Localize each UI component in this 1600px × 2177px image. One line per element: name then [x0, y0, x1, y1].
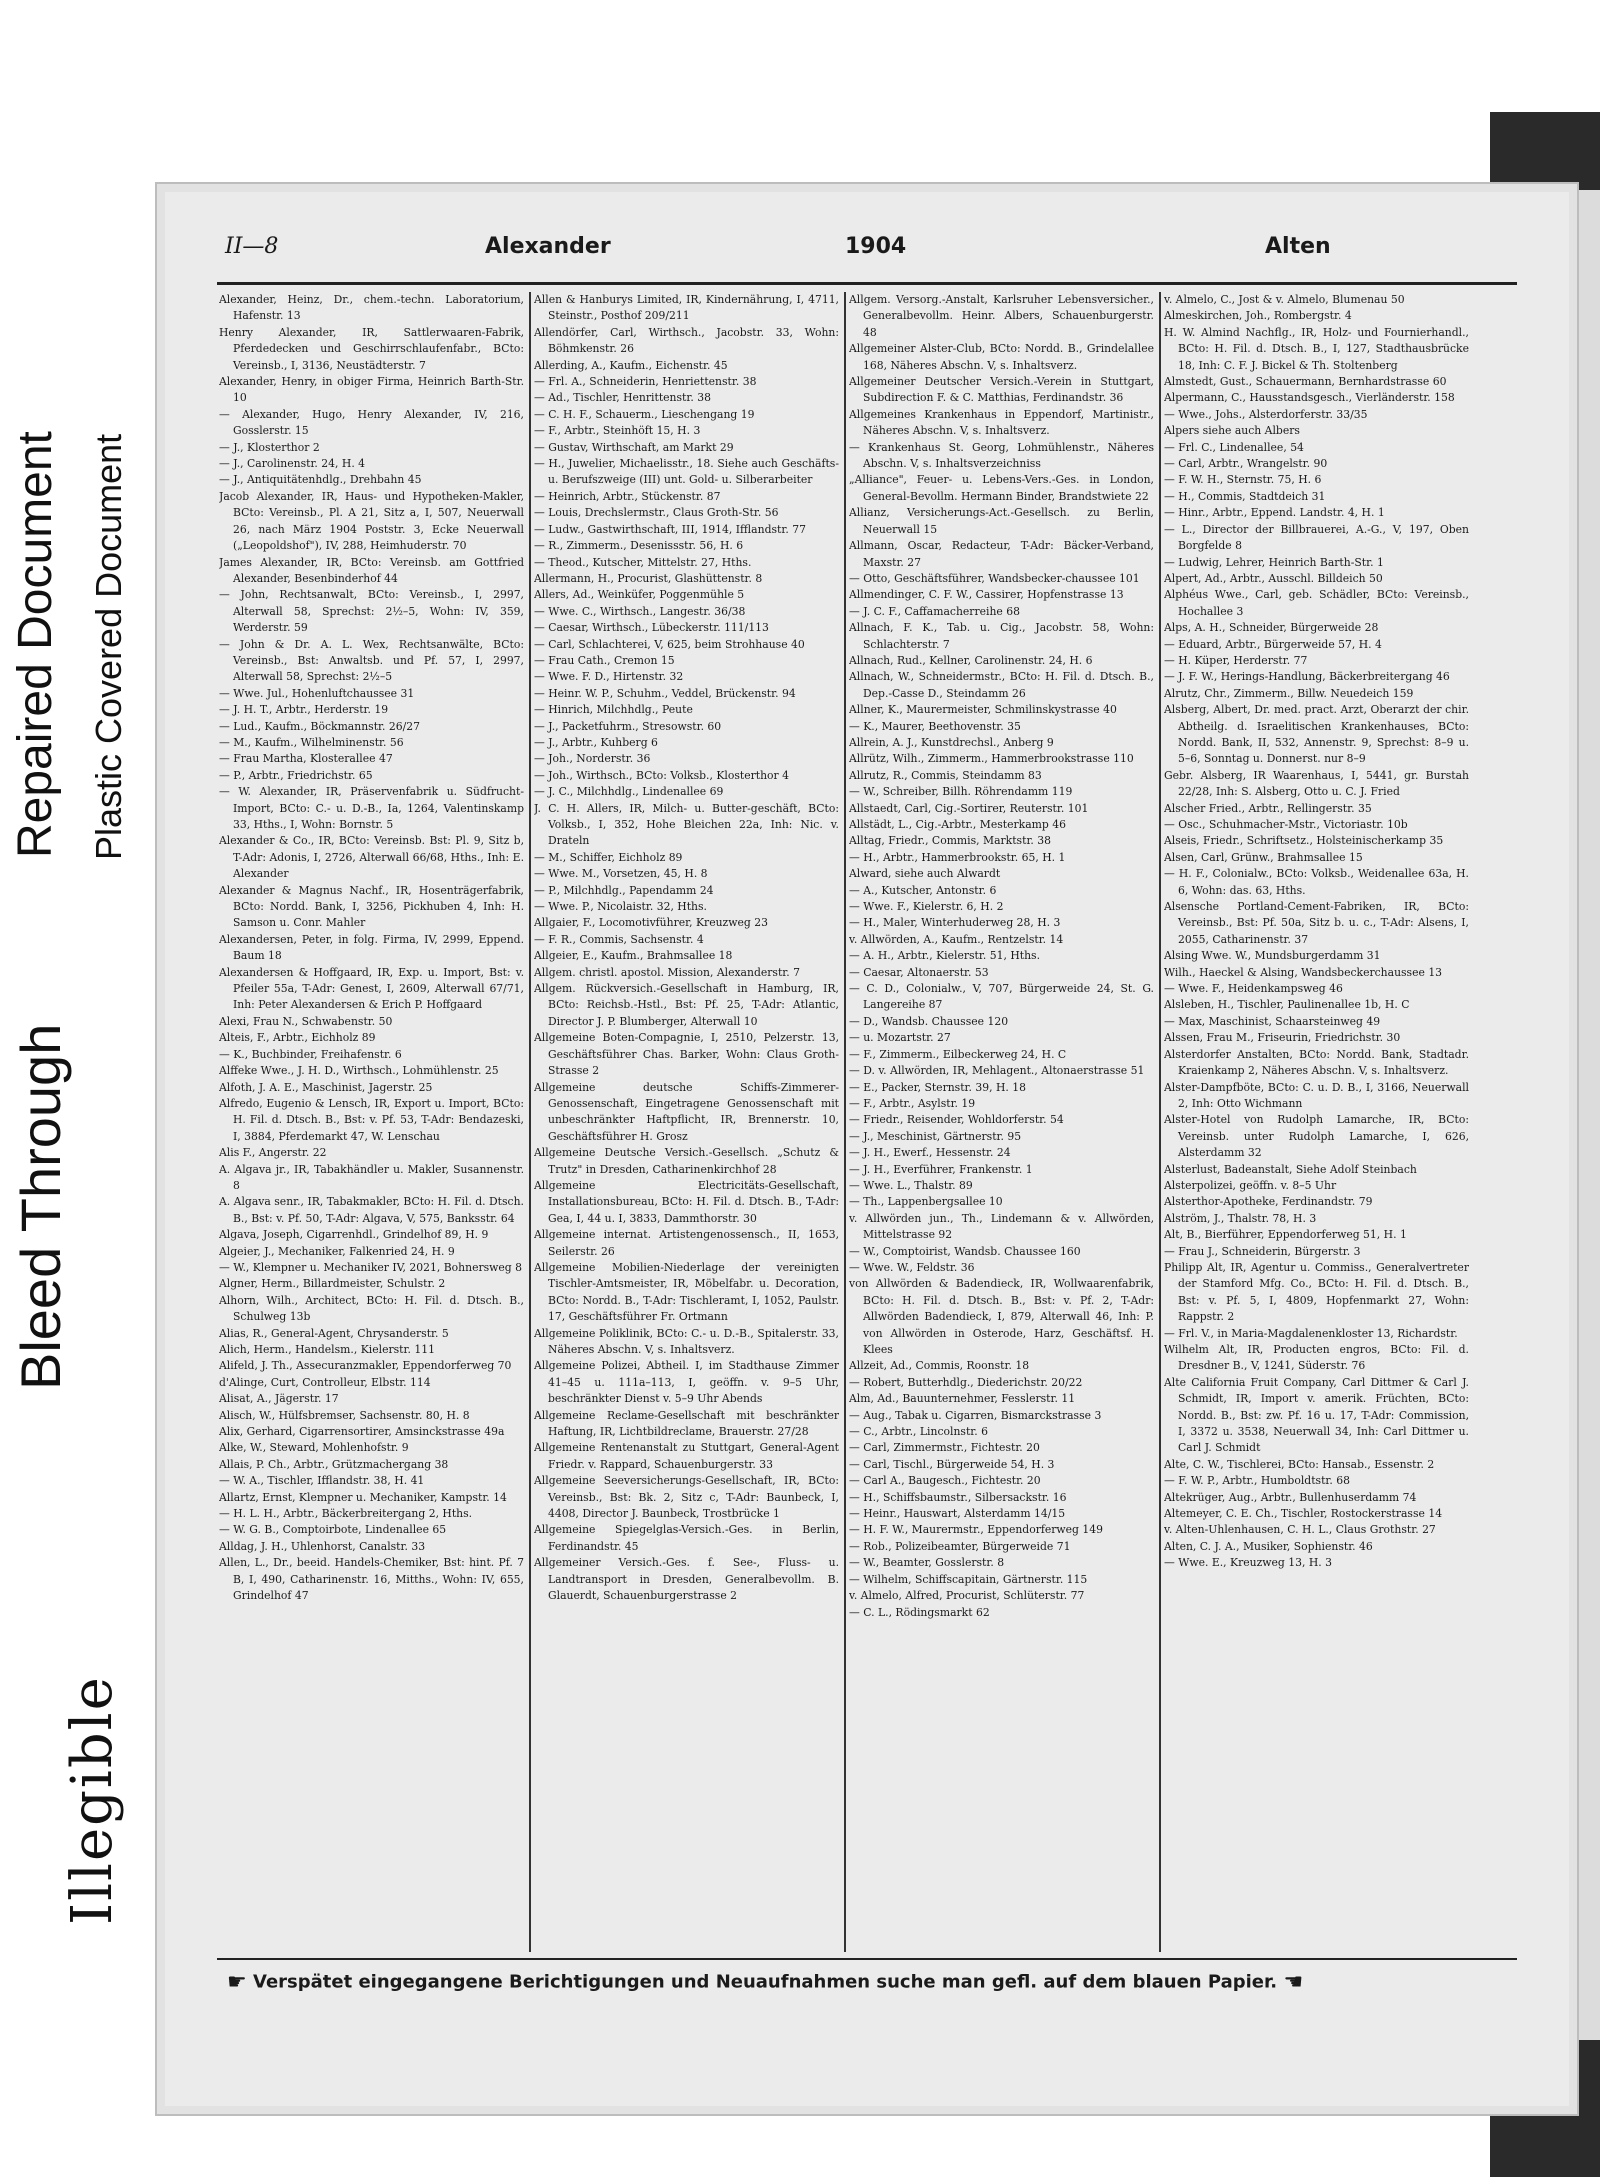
directory-entry: Allgemeiner Versich.-Ges. f. See-, Fluss- u. Landtransport in Dresden, Generalbevollm. B. Glauerdt, Schauenburgerstrasse 2 [534, 1556, 839, 1603]
directory-entry: — Wilhelm, Schiffscapitain, Gärtnerstr. 115 [849, 1572, 1088, 1586]
directory-entry: Allgemeine Spiegelglas-Versich.-Ges. in Berlin, Ferdinandstr. 45 [534, 1523, 839, 1553]
directory-entry: — u. Mozartstr. 27 [849, 1031, 951, 1045]
directory-entry: — John, Rechtsanwalt, BCto: Vereinsb., I, 2997, Alterwall 58, Sprechst: 2½–5, Wohn: IV, 359, Werderstr. 59 [219, 588, 524, 635]
directory-entry: — Otto, Geschäftsführer, Wandsbecker-chaussee 101 [849, 571, 1140, 585]
directory-entry: Alseis, Friedr., Schriftsetz., Holsteinischerkamp 35 [1164, 834, 1444, 848]
directory-entry: — A., Kutscher, Antonstr. 6 [849, 883, 997, 897]
label-illegible: Illegible [60, 1675, 125, 1925]
directory-entry: Alpermann, C., Hausstandsgesch., Vierländerstr. 158 [1164, 391, 1455, 405]
directory-entry: — Frl. A., Schneiderin, Henriettenstr. 38 [534, 375, 757, 389]
directory-entry: Alhorn, Wilh., Architect, BCto: H. Fil. d. Dtsch. B., Schulweg 13b [219, 1293, 524, 1324]
directory-entry: Alssen, Frau M., Friseurin, Friedrichstr. 30 [1164, 1031, 1401, 1045]
directory-entry: — Robert, Butterhdlg., Diederichstr. 20/22 [849, 1375, 1083, 1389]
footer-notice: Verspätet eingegangene Berichtigungen und Neuaufnahmen suche man gefl. auf dem blauen Papier. [253, 1971, 1278, 1993]
directory-entry: Allstädt, L., Cig.-Arbtr., Mesterkamp 46 [849, 818, 1066, 831]
directory-entry: — W. G. B., Comptoirbote, Lindenallee 65 [219, 1523, 447, 1537]
directory-entry: Allgemeiner Deutscher Versich.-Verein in Stuttgart, Subdirection F. & C. Matthias, Ferdinandstr. 36 [849, 375, 1154, 405]
column-divider [1159, 292, 1161, 1952]
directory-entry: — M., Kaufm., Wilhelminenstr. 56 [219, 735, 404, 749]
directory-entry: Alsberg, Albert, Dr. med. pract. Arzt, Oberarzt der chir. Abtheilg. d. Israelitischen Krankenhauses, BCto: Nordd. Bank, II, 532, Annenstr. 9, Sprechst: 8–9 u. 5–6, Sonntag u. Donnerst. nur 8–9 [1164, 703, 1469, 766]
directory-entry: — Ad., Tischler, Henrittenstr. 38 [534, 391, 711, 405]
directory-entry: — A. H., Arbtr., Kielerstr. 51, Hths. [849, 949, 1040, 963]
directory-entry: — Aug., Tabak u. Cigarren, Bismarckstrasse 3 [849, 1408, 1102, 1422]
directory-entry: Algava, Joseph, Cigarrenhdl., Grindelhof 89, H. 9 [219, 1228, 489, 1242]
directory-entry: — F. R., Commis, Sachsenstr. 4 [534, 932, 704, 946]
directory-entry: — D., Wandsb. Chaussee 120 [849, 1014, 1009, 1028]
directory-entry: Allais, P. Ch., Arbtr., Grützmachergang 38 [219, 1457, 449, 1471]
directory-entry: — Carl, Tischl., Bürgerweide 54, H. 3 [849, 1457, 1055, 1471]
directory-entry: Allerding, A., Kaufm., Eichenstr. 45 [534, 358, 728, 372]
directory-entry: — Rob., Polizeibeamter, Bürgerweide 71 [849, 1539, 1071, 1553]
directory-entry: — W. A., Tischler, Ifflandstr. 38, H. 41 [219, 1474, 425, 1488]
directory-entry: Alexander, Henry, in obiger Firma, Heinrich Barth-Str. 10 [219, 375, 524, 405]
directory-entry: Allgemeine Reclame-Gesellschaft mit beschränkter Haftung, IR, Lichtbildreclame, Brauerstr. 27/28 [534, 1408, 839, 1439]
directory-entry: — Th., Lappenbergsallee 10 [849, 1195, 1003, 1209]
directory-entry: d'Alinge, Curt, Controlleur, Elbstr. 114 [219, 1375, 431, 1389]
directory-entry: — J. H., Everführer, Frankenstr. 1 [849, 1162, 1033, 1176]
label-repaired-document: Repaired Document [9, 431, 62, 858]
directory-entry: A. Algava jr., IR, Tabakhändler u. Makler, Susannenstr. 8 [219, 1162, 524, 1192]
directory-entry: Alsterlust, Badeanstalt, Siehe Adolf Steinbach [1164, 1162, 1417, 1176]
header-left-keyword: Alexander [485, 234, 611, 259]
directory-entry: Allrutz, R., Commis, Steindamm 83 [849, 768, 1042, 782]
header-rule [217, 282, 1517, 285]
directory-entry: Alström, J., Thalstr. 78, H. 3 [1164, 1211, 1317, 1225]
directory-entry: Allartz, Ernst, Klempner u. Mechaniker, Kampstr. 14 [219, 1490, 507, 1504]
directory-entry: — Lud., Kaufm., Böckmannstr. 26/27 [219, 719, 420, 733]
directory-entry: Algeier, J., Mechaniker, Falkenried 24, H. 9 [219, 1244, 455, 1258]
directory-entry: — F. W. H., Sternstr. 75, H. 6 [1164, 473, 1322, 487]
directory-entry: Alldag, J. H., Uhlenhorst, Canalstr. 33 [219, 1539, 426, 1553]
directory-entry: Allnach, Rud., Kellner, Carolinenstr. 24, H. 6 [849, 653, 1093, 667]
directory-entry: — J., Carolinenstr. 24, H. 4 [219, 457, 366, 471]
directory-entry: Allianz, Versicherungs-Act.-Gesellsch. zu Berlin, Neuerwall 15 [849, 506, 1154, 536]
directory-entry: — Frau J., Schneiderin, Bürgerstr. 3 [1164, 1244, 1361, 1258]
directory-entry: — H., Arbtr., Hammerbrookstr. 65, H. 1 [849, 850, 1066, 864]
directory-entry: — H., Commis, Stadtdeich 31 [1164, 489, 1326, 503]
directory-entry: Alisch, W., Hülfsbremser, Sachsenstr. 80, H. 8 [219, 1408, 470, 1422]
directory-entry: J. C. H. Allers, IR, Milch- u. Butter-geschäft, BCto: Volksb., I, 352, Hohe Bleichen 22a, Inh: Nic. v. Drateln [534, 801, 839, 848]
directory-entry: — Hinrich, Milchhdlg., Peute [534, 703, 693, 717]
directory-entry: Allen & Hanburys Limited, IR, Kindernährung, I, 4711, Steinstr., Posthof 209/211 [534, 293, 839, 323]
directory-entry: Alward, siehe auch Alwardt [849, 867, 1001, 881]
pointing-hand-left-icon: ☚ [1283, 1970, 1304, 1995]
directory-entry: — Wwe. M., Vorsetzen, 45, H. 8 [534, 867, 708, 881]
directory-entry: Allers, Ad., Weinküfer, Poggenmühle 5 [534, 588, 745, 602]
directory-entry: James Alexander, IR, BCto: Vereinsb. am Gottfried Alexander, Besenbinderhof 44 [219, 555, 524, 585]
directory-entry: Allgemeine Mobilien-Niederlage der vereinigten Tischler-Amtsmeister, IR, Möbelfabr. u. Decoration, BCto: Nordd. B., T-Adr: Tischleramt, I, 1052, Paulstr. 17, Geschäftsführer Fr. Ortmann [534, 1260, 839, 1324]
directory-entry: Philipp Alt, IR, Agentur u. Commiss., Generalvertreter der Stamford Mfg. Co., BCto: H. Fil. d. Dtsch. B., Bst: v. Pf. 5, I, 4809, Hopfenmarkt 27, Wohn: Rappstr. 2 [1164, 1260, 1469, 1324]
directory-entry: — F., Zimmerm., Eilbeckerweg 24, H. C [849, 1047, 1067, 1061]
directory-entry: — F. W. P., Arbtr., Humboldtstr. 68 [1164, 1474, 1351, 1488]
label-bleed-through: Bleed Through [9, 1023, 72, 1390]
directory-entry: — J. H., Ewerf., Hessenstr. 24 [849, 1146, 1011, 1160]
directory-entry: Wilh., Haeckel & Alsing, Wandsbeckerchaussee 13 [1164, 965, 1443, 979]
directory-entry: Alster-Dampfböte, BCto: C. u. D. B., I, 3166, Neuerwall 2, Inh: Otto Wichmann [1164, 1080, 1469, 1110]
directory-entry: Allrein, A. J., Kunstdrechsl., Anberg 9 [849, 735, 1054, 749]
directory-entry: — C. L., Rödingsmarkt 62 [849, 1605, 990, 1619]
directory-entry: Alexandersen & Hoffgaard, IR, Exp. u. Import, Bst: v. Pfeiler 55a, T-Adr: Genest, I, 2609, Alterwall 67/71, Inh: Peter Alexandersen & Erich P. Hoffgaard [219, 965, 524, 1012]
header-page-number: II—8 [225, 234, 279, 259]
directory-entry: Alexander & Magnus Nachf., IR, Hosenträgerfabrik, BCto: Nordd. Bank, I, 3256, Pickhuben 4, Inh: H. Samson u. Conr. Mahler [219, 883, 524, 930]
directory-column-3 [849, 292, 1154, 1952]
directory-entry: Allgemeine Boten-Compagnie, I, 2510, Pelzerstr. 13, Geschäftsführer Chas. Barker, Wohn: Claus Groth-Strasse 2 [534, 1031, 839, 1078]
directory-entry: — Joh., Wirthsch., BCto: Volksb., Klosterthor 4 [534, 768, 790, 782]
directory-entry: v. Allwörden, A., Kaufm., Rentzelstr. 14 [849, 932, 1064, 946]
directory-entry: Henry Alexander, IR, Sattlerwaaren-Fabrik, Pferdedecken und Geschirrschlaufenfabr., BCto: Vereinsb., I, 3136, Neustädterstr. 7 [219, 325, 524, 372]
directory-entry: Almeskirchen, Joh., Rombergstr. 4 [1164, 309, 1352, 323]
directory-entry: Algner, Herm., Billardmeister, Schulstr. 2 [219, 1277, 446, 1291]
directory-entry: Allendörfer, Carl, Wirthsch., Jacobstr. 33, Wohn: Böhmkenstr. 26 [534, 325, 839, 356]
directory-entry: Allgem. christl. apostol. Mission, Alexanderstr. 7 [534, 965, 800, 979]
directory-entry: Allstaedt, Carl, Cig.-Sortirer, Reuterstr. 101 [849, 801, 1089, 815]
directory-entry: — W., Schreiber, Billh. Röhrendamm 119 [849, 785, 1073, 799]
directory-entry: „Alliance", Feuer- u. Lebens-Vers.-Ges. in London, General-Bevollm. Hermann Binder, Brandstwiete 22 [849, 473, 1154, 503]
directory-entry: Allmann, Oscar, Redacteur, T-Adr: Bäcker-Verband, Maxstr. 27 [849, 539, 1154, 569]
directory-entry: Altekrüger, Aug., Arbtr., Bullenhuserdamm 74 [1164, 1490, 1417, 1504]
directory-entry: Alix, Gerhard, Cigarrensortirer, Amsinckstrasse 49a [219, 1425, 505, 1439]
directory-entry: — C. H. F., Schauerm., Lieschengang 19 [534, 407, 755, 421]
directory-entry: — F., Arbtr., Steinhöft 15, H. 3 [534, 424, 701, 438]
directory-entry: Allgemeine Deutsche Versich.-Gesellsch. „Schutz & Trutz" in Dresden, Catharinenkirchhof 28 [534, 1146, 839, 1176]
directory-entry: Alisat, A., Jägerstr. 17 [219, 1392, 339, 1406]
directory-entry: Alpers siehe auch Albers [1164, 424, 1300, 438]
directory-entry: — J., Antiquitätenhdlg., Drehbahn 45 [219, 473, 422, 487]
directory-entry: Alsleben, H., Tischler, Paulinenallee 1b, H. C [1164, 998, 1410, 1012]
directory-entry: — J., Meschinist, Gärtnerstr. 95 [849, 1129, 1022, 1143]
directory-entry: — W., Beamter, Gosslerstr. 8 [849, 1556, 1005, 1570]
directory-entry: Allrütz, Wilh., Zimmerm., Hammerbrookstrasse 110 [849, 752, 1134, 766]
directory-entry: Allner, K., Maurermeister, Schmilinskystrasse 40 [849, 703, 1117, 717]
directory-entry: Allnach, W., Schneidermstr., BCto: H. Fil. d. Dtsch. B., Dep.-Casse D., Steindamm 26 [849, 670, 1154, 700]
directory-entry: — Wwe. E., Kreuzweg 13, H. 3 [1164, 1556, 1332, 1570]
directory-entry: — Wwe. F. D., Hirtenstr. 32 [534, 670, 684, 684]
column-divider [844, 292, 846, 1952]
directory-entry: Alteis, F., Arbtr., Eichholz 89 [219, 1031, 376, 1045]
directory-entry: — Heinr., Hauswart, Alsterdamm 14/15 [849, 1507, 1066, 1521]
directory-entry: — H. Küper, Herderstr. 77 [1164, 653, 1308, 667]
directory-entry: Alsterpolizei, geöffn. v. 8–5 Uhr [1164, 1178, 1337, 1192]
directory-entry: — Friedr., Reisender, Wohldorferstr. 54 [849, 1113, 1064, 1127]
directory-entry: — Caesar, Altonaerstr. 53 [849, 965, 989, 979]
directory-entry: — J. H. T., Arbtr., Herderstr. 19 [219, 703, 389, 717]
directory-entry: — P., Milchhdlg., Papendamm 24 [534, 883, 714, 897]
directory-entry: — Caesar, Wirthsch., Lübeckerstr. 111/113 [534, 621, 769, 635]
label-plastic-covered-document: Plastic Covered Document [88, 433, 129, 860]
directory-entry: Altemeyer, C. E. Ch., Tischler, Rostockerstrasse 14 [1164, 1507, 1443, 1521]
directory-entry: Allgem. Rückversich.-Gesellschaft in Hamburg, IR, BCto: Reichsb.-Hstl., Bst: Pf. 25, T-Adr: Atlantic, Director J. P. Blumberger, Alterwall 10 [534, 982, 839, 1028]
directory-entry: Allmendinger, C. F. W., Cassirer, Hopfenstrasse 13 [849, 588, 1124, 602]
footer-rule [217, 1958, 1517, 1960]
directory-entry: — Carl, Zimmermstr., Fichtestr. 20 [849, 1441, 1040, 1455]
directory-entry: — Krankenhaus St. Georg, Lohmühlenstr., Näheres Abschn. V, s. Inhaltsverzeichniss [849, 440, 1154, 471]
header-right-keyword: Alten [1265, 234, 1331, 259]
header-year: 1904 [845, 234, 907, 259]
directory-entry: Jacob Alexander, IR, Haus- und Hypotheken-Makler, BCto: Vereinsb., Pl. A 21, Sitz a, I, 507, Neuerwall 26, nach März 1904 Poststr. 3, Ecke Neuerwall („Leopoldshof"), IV, 288, Heimhuderstr. 70 [219, 489, 524, 553]
directory-entry: — J., Packetfuhrm., Stresowstr. 60 [534, 719, 722, 733]
directory-entry: — Carl, Arbtr., Wrangelstr. 90 [1164, 457, 1328, 471]
directory-entry: — M., Schiffer, Eichholz 89 [534, 850, 683, 864]
directory-entry: Alias, R., General-Agent, Chrysanderstr. 5 [219, 1326, 449, 1340]
directory-entry: v. Allwörden jun., Th., Lindemann & v. Allwörden, Mittelstrasse 92 [849, 1211, 1154, 1242]
directory-entry: — Wwe. F., Heidenkampsweg 46 [1164, 982, 1343, 996]
directory-entry: — W. Alexander, IR, Präservenfabrik u. Südfrucht-Import, BCto: C.- u. D.-B., Ia, 1264, Valentinskamp 33, Hths., I, Wohn: Bornstr. 5 [219, 785, 524, 831]
directory-entry: Alke, W., Steward, Mohlenhofstr. 9 [219, 1441, 409, 1455]
directory-entry: A. Algava senr., IR, Tabakmakler, BCto: H. Fil. d. Dtsch. B., Bst: v. Pf. 50, T-Adr: Algava, V, 575, Banksstr. 64 [219, 1195, 524, 1225]
directory-entry: — L., Director der Billbrauerei, A.-G., V, 197, Oben Borgfelde 8 [1164, 522, 1469, 553]
directory-entry: — Eduard, Arbtr., Bürgerweide 57, H. 4 [1164, 637, 1382, 651]
directory-entry: — Wwe. Jul., Hohenluftchaussee 31 [219, 686, 415, 700]
directory-entry: — J., Arbtr., Kuhberg 6 [534, 735, 658, 749]
directory-entry: Alt, B., Bierführer, Eppendorferweg 51, H. 1 [1164, 1228, 1407, 1242]
directory-entry: — E., Packer, Sternstr. 39, H. 18 [849, 1080, 1027, 1094]
directory-entry: Alffeke Wwe., J. H. D., Wirthsch., Lohmühlenstr. 25 [219, 1064, 499, 1078]
directory-entry: Allzeit, Ad., Commis, Roonstr. 18 [849, 1359, 1030, 1373]
directory-entry: — P., Arbtr., Friedrichstr. 65 [219, 768, 373, 782]
directory-entry: Alster-Hotel von Rudolph Lamarche, IR, BCto: Vereinsb. unter Rudolph Lamarche, I, 626, Alsterdamm 32 [1164, 1113, 1469, 1160]
directory-entry: Alexandersen, Peter, in folg. Firma, IV, 2999, Eppend. Baum 18 [219, 932, 524, 963]
column-divider [529, 292, 531, 1952]
directory-entry: — Wwe. F., Kielerstr. 6, H. 2 [849, 900, 1004, 914]
directory-entry: v. Almelo, C., Jost & v. Almelo, Blumenau 50 [1164, 293, 1405, 306]
directory-entry: — W., Klempner u. Mechaniker IV, 2021, Bohnersweg 8 [219, 1260, 523, 1274]
page-footer [227, 1970, 1517, 1995]
directory-entry: — J. C., Milchhdlg., Lindenallee 69 [534, 785, 724, 799]
directory-entry: Alich, Herm., Handelsm., Kielerstr. 111 [219, 1343, 435, 1356]
directory-entry: v. Almelo, Alfred, Procurist, Schlüterstr. 77 [849, 1589, 1085, 1603]
directory-entry: — Heinrich, Arbtr., Stückenstr. 87 [534, 489, 721, 503]
directory-entry: Alsing Wwe. W., Mundsburgerdamm 31 [1164, 949, 1381, 963]
directory-entry: — Max, Maschinist, Schaarsteinweg 49 [1164, 1014, 1381, 1028]
directory-entry: — Frau Cath., Cremon 15 [534, 653, 675, 667]
directory-entry: H. W. Almind Nachflg., IR, Holz- und Fournierhandl., BCto: H. Fil. d. Dtsch. B., I, 127, Stadthausbrücke 18, Inh: C. F. J. Bickel & Th. Stoltenberg [1164, 325, 1469, 372]
directory-entry: — Carl, Schlachterei, V, 625, beim Strohhause 40 [534, 637, 805, 651]
directory-entry: Alsterdorfer Anstalten, BCto: Nordd. Bank, Stadtadr. Kraienkamp 2, Näheres Abschn. V, s. Inhaltsverz. [1164, 1047, 1469, 1078]
directory-entry: — Hinr., Arbtr., Eppend. Landstr. 4, H. 1 [1164, 506, 1385, 520]
directory-entry: Alsensche Portland-Cement-Fabriken, IR, BCto: Vereinsb., Bst: Pf. 50a, Sitz b. u. c., T-Adr: Alsens, I, 2055, Catharinenstr. 37 [1164, 900, 1469, 946]
directory-entry: — Osc., Schuhmacher-Mstr., Victoriastr. 10b [1164, 818, 1408, 831]
directory-entry: — F., Arbtr., Asylstr. 19 [849, 1096, 976, 1110]
directory-entry: — Frl. V., in Maria-Magdalenenkloster 13, Richardstr. [1164, 1326, 1458, 1340]
directory-entry: Allgemeine Electricitäts-Gesellschaft, Installationsbureau, BCto: H. Fil. d. Dtsch. B., T-Adr: Gea, I, 44 u. I, 3833, Dammthorstr. 30 [534, 1178, 839, 1225]
directory-entry: — H. L. H., Arbtr., Bäckerbreitergang 2, Hths. [219, 1507, 473, 1521]
directory-entry: Alpert, Ad., Arbtr., Ausschl. Billdeich 50 [1164, 571, 1383, 585]
directory-column-4 [1164, 292, 1469, 1952]
directory-entry: — Wwe. P., Nicolaistr. 32, Hths. [534, 900, 707, 914]
directory-entry: — Gustav, Wirthschaft, am Markt 29 [534, 440, 734, 454]
directory-entry: Alscher Fried., Arbtr., Rellingerstr. 35 [1164, 801, 1372, 815]
directory-entry: — Carl A., Baugesch., Fichtestr. 20 [849, 1474, 1041, 1488]
directory-entry: Alsen, Carl, Grünw., Brahmsallee 15 [1164, 850, 1363, 864]
directory-entry: Gebr. Alsberg, IR Waarenhaus, I, 5441, gr. Burstah 22/28, Inh: S. Alsberg, Otto u. C. J. Fried [1164, 768, 1469, 799]
directory-entry: — J., Klosterthor 2 [219, 440, 320, 454]
directory-entry: — H., Schiffsbaumstr., Silbersackstr. 16 [849, 1490, 1067, 1504]
directory-entry: — Heinr. W. P., Schuhm., Veddel, Brückenstr. 94 [534, 686, 796, 700]
directory-entry: v. Alten-Uhlenhausen, C. H. L., Claus Grothstr. 27 [1164, 1523, 1436, 1537]
directory-entry: — Wwe. W., Feldstr. 36 [849, 1260, 975, 1274]
directory-entry: Allgemeine Rentenanstalt zu Stuttgart, General-Agent Friedr. v. Rappard, Schauenburgerstr. 33 [534, 1441, 839, 1471]
directory-entry: Wilhelm Alt, IR, Producten engros, BCto: Fil. d. Dresdner B., V, 1241, Süderstr. 76 [1164, 1343, 1469, 1373]
directory-entry: — W., Comptoirist, Wandsb. Chaussee 160 [849, 1244, 1081, 1258]
directory-column-1 [219, 292, 524, 1952]
directory-entry: Allgaier, F., Locomotivführer, Kreuzweg 23 [534, 916, 768, 930]
directory-entry: Alps, A. H., Schneider, Bürgerweide 28 [1164, 621, 1379, 635]
directory-entry: Alte California Fruit Company, Carl Dittmer & Carl J. Schmidt, IR, Import v. amerik. Früchten, BCto: Nordd. B., Bst: zw. Pf. 16 u. 17, T-Adr: Commission, I, 3372 u. 3538, Neuerwall 34, Inh: Carl Dittmer u. Carl J. Schmidt [1164, 1375, 1469, 1455]
directory-entry: Alis F., Angerstr. 22 [219, 1146, 327, 1160]
directory-entry: Alltag, Friedr., Commis, Marktstr. 38 [849, 834, 1052, 848]
directory-entry: Alfoth, J. A. E., Maschinist, Jagerstr. 25 [219, 1080, 433, 1094]
directory-entry: Allgemeine Poliklinik, BCto: C.- u. D.-B., Spitalerstr. 33, Näheres Abschn. V, s. Inhaltsverz. [534, 1326, 839, 1356]
directory-column-2 [534, 292, 839, 1952]
directory-entry: — Ludwig, Lehrer, Heinrich Barth-Str. 1 [1164, 555, 1384, 569]
directory-entry: — K., Maurer, Beethovenstr. 35 [849, 719, 1021, 733]
directory-entry: — H. F., Colonialw., BCto: Volksb., Weidenallee 63a, H. 6, Wohn: das. 63, Hths. [1164, 867, 1469, 897]
directory-entry: Alte, C. W., Tischlerei, BCto: Hansab., Essenstr. 2 [1164, 1457, 1435, 1471]
directory-entry: Allen, L., Dr., beeid. Handels-Chemiker, Bst: hint. Pf. 7 B, I, 490, Catharinenstr. 16, Mitths., Wohn: IV, 655, Grindelhof 47 [219, 1556, 524, 1603]
directory-entry: — H., Juwelier, Michaelisstr., 18. Siehe auch Geschäfts- u. Berufszweige (III) unt. Gold- u. Silberarbeiter [534, 457, 839, 487]
directory-entry: — D. v. Allwörden, IR, Mehlagent., Altonaerstrasse 51 [849, 1064, 1145, 1078]
directory-entry: — C., Arbtr., Lincolnstr. 6 [849, 1425, 988, 1439]
directory-entry: — J. C. F., Caffamacherreihe 68 [849, 604, 1020, 618]
directory-entry: Alphéus Wwe., Carl, geb. Schädler, BCto: Vereinsb., Hochallee 3 [1164, 588, 1469, 618]
directory-entry: Allermann, H., Procurist, Glashüttenstr. 8 [534, 571, 763, 585]
directory-entry: — Louis, Drechslermstr., Claus Groth-Str. 56 [534, 506, 779, 520]
directory-entry: — H. F. W., Maurermstr., Eppendorferweg 149 [849, 1523, 1103, 1537]
scanned-directory-page [155, 182, 1579, 2116]
directory-entry: Alsterthor-Apotheke, Ferdinandstr. 79 [1164, 1195, 1373, 1209]
directory-entry: — Theod., Kutscher, Mittelstr. 27, Hths. [534, 555, 752, 569]
directory-entry: Almstedt, Gust., Schauermann, Bernhardstrasse 60 [1164, 375, 1447, 389]
directory-entry: — Frau Martha, Klosterallee 47 [219, 752, 393, 766]
directory-entry: Allgemeine Seeversicherungs-Gesellschaft, IR, BCto: Vereinsb., Bst: Bk. 2, Sitz c, T-Adr: Baunbeck, I, 4408, Director J. Baunbeck, Trostbrücke 1 [534, 1474, 839, 1521]
directory-entry: von Allwörden & Badendieck, IR, Wollwaarenfabrik, BCto: H. Fil. d. Dtsch. B., Bst: v. Pf. 2, T-Adr: Allwörden Badendieck, I, 879, Alterwall 46, Inh: P. von Allwörden in Osterode, Harz, Geschäftsf. H. Klees [849, 1277, 1154, 1356]
directory-entry: Alexander, Heinz, Dr., chem.-techn. Laboratorium, Hafenstr. 13 [219, 293, 524, 323]
directory-entry: — Wwe. C., Wirthsch., Langestr. 36/38 [534, 604, 746, 618]
directory-entry: Allgemeiner Alster-Club, BCto: Nordd. B., Grindelallee 168, Näheres Abschn. V, s. Inhaltsverz. [849, 342, 1154, 372]
directory-entry: — Frl. C., Lindenallee, 54 [1164, 440, 1304, 454]
directory-entry: Alrutz, Chr., Zimmerm., Billw. Neuedeich 159 [1164, 686, 1414, 700]
directory-entry: — Alexander, Hugo, Henry Alexander, IV, 216, Gosslerstr. 15 [219, 407, 524, 438]
directory-entry: — R., Zimmerm., Desenissstr. 56, H. 6 [534, 539, 744, 553]
directory-entry: — C. D., Colonialw., V, 707, Bürgerweide 24, St. G. Langereihe 87 [849, 982, 1154, 1012]
pointing-hand-right-icon: ☛ [227, 1970, 247, 1995]
directory-entry: Alten, C. J. A., Musiker, Sophienstr. 46 [1164, 1539, 1373, 1553]
directory-entry: — Ludw., Gastwirthschaft, III, 1914, Ifflandstr. 77 [534, 522, 806, 536]
directory-entry: — K., Buchbinder, Freihafenstr. 6 [219, 1047, 402, 1061]
directory-entry: — H., Maler, Winterhuderweg 28, H. 3 [849, 916, 1061, 930]
directory-entry: Allgemeine deutsche Schiffs-Zimmerer-Genossenschaft, Eingetragene Genossenschaft mit unbeschränkter Haftpflicht, IR, Brennerstr. 10, Geschäftsführer H. Grosz [534, 1080, 839, 1143]
page-header [225, 234, 1505, 274]
directory-entry: Alexander & Co., IR, BCto: Vereinsb. Bst: Pl. 9, Sitz b, T-Adr: Adonis, I, 2726, Alterwall 66/68, Hths., Inh: E. Alexander [219, 834, 524, 881]
directory-entry: Alm, Ad., Bauunternehmer, Fesslerstr. 11 [849, 1392, 1076, 1406]
directory-entry: Allgemeines Krankenhaus in Eppendorf, Martinistr., Näheres Abschn. V, s. Inhaltsverz. [849, 407, 1154, 438]
directory-entry: Alifeld, J. Th., Assecuranzmakler, Eppendorferweg 70 [219, 1359, 512, 1373]
directory-entry: Allgemeine Polizei, Abtheil. I, im Stadthause Zimmer 41–45 u. 111a–113, I, geöffn. v. 9–5 Uhr, beschränkter Dienst v. 5–9 Uhr Abends [534, 1359, 839, 1406]
directory-entry: — Joh., Norderstr. 36 [534, 752, 651, 766]
directory-entry: — Wwe. L., Thalstr. 89 [849, 1178, 973, 1192]
directory-entry: Allnach, F. K., Tab. u. Cig., Jacobstr. 58, Wohn: Schlachterstr. 7 [849, 621, 1154, 651]
directory-entry: Alexi, Frau N., Schwabenstr. 50 [219, 1014, 393, 1028]
directory-entry: Allgeier, E., Kaufm., Brahmsallee 18 [534, 949, 733, 963]
directory-entry: Allgem. Versorg.-Anstalt, Karlsruher Lebensversicher., Generalbevollm. Heinr. Albers, Schauenburgerstr. 48 [849, 293, 1154, 339]
directory-entry: — J. F. W., Herings-Handlung, Bäckerbreitergang 46 [1164, 670, 1450, 684]
directory-entry: — Wwe., Johs., Alsterdorferstr. 33/35 [1164, 407, 1368, 421]
directory-entry: Alfredo, Eugenio & Lensch, IR, Export u. Import, BCto: H. Fil. d. Dtsch. B., Bst: v. Pf. 53, T-Adr: Bendazeski, I, 3884, Pferdemarkt 47, W. Lenschau [219, 1096, 524, 1143]
directory-entry: Allgemeine internat. Artistengenossensch., II, 1653, Seilerstr. 26 [534, 1228, 839, 1258]
directory-entry: — John & Dr. A. L. Wex, Rechtsanwälte, BCto: Vereinsb., Bst: Anwaltsb. und Pf. 57, I, 2997, Alterwall 58, Sprechst: 2½–5 [219, 637, 524, 684]
